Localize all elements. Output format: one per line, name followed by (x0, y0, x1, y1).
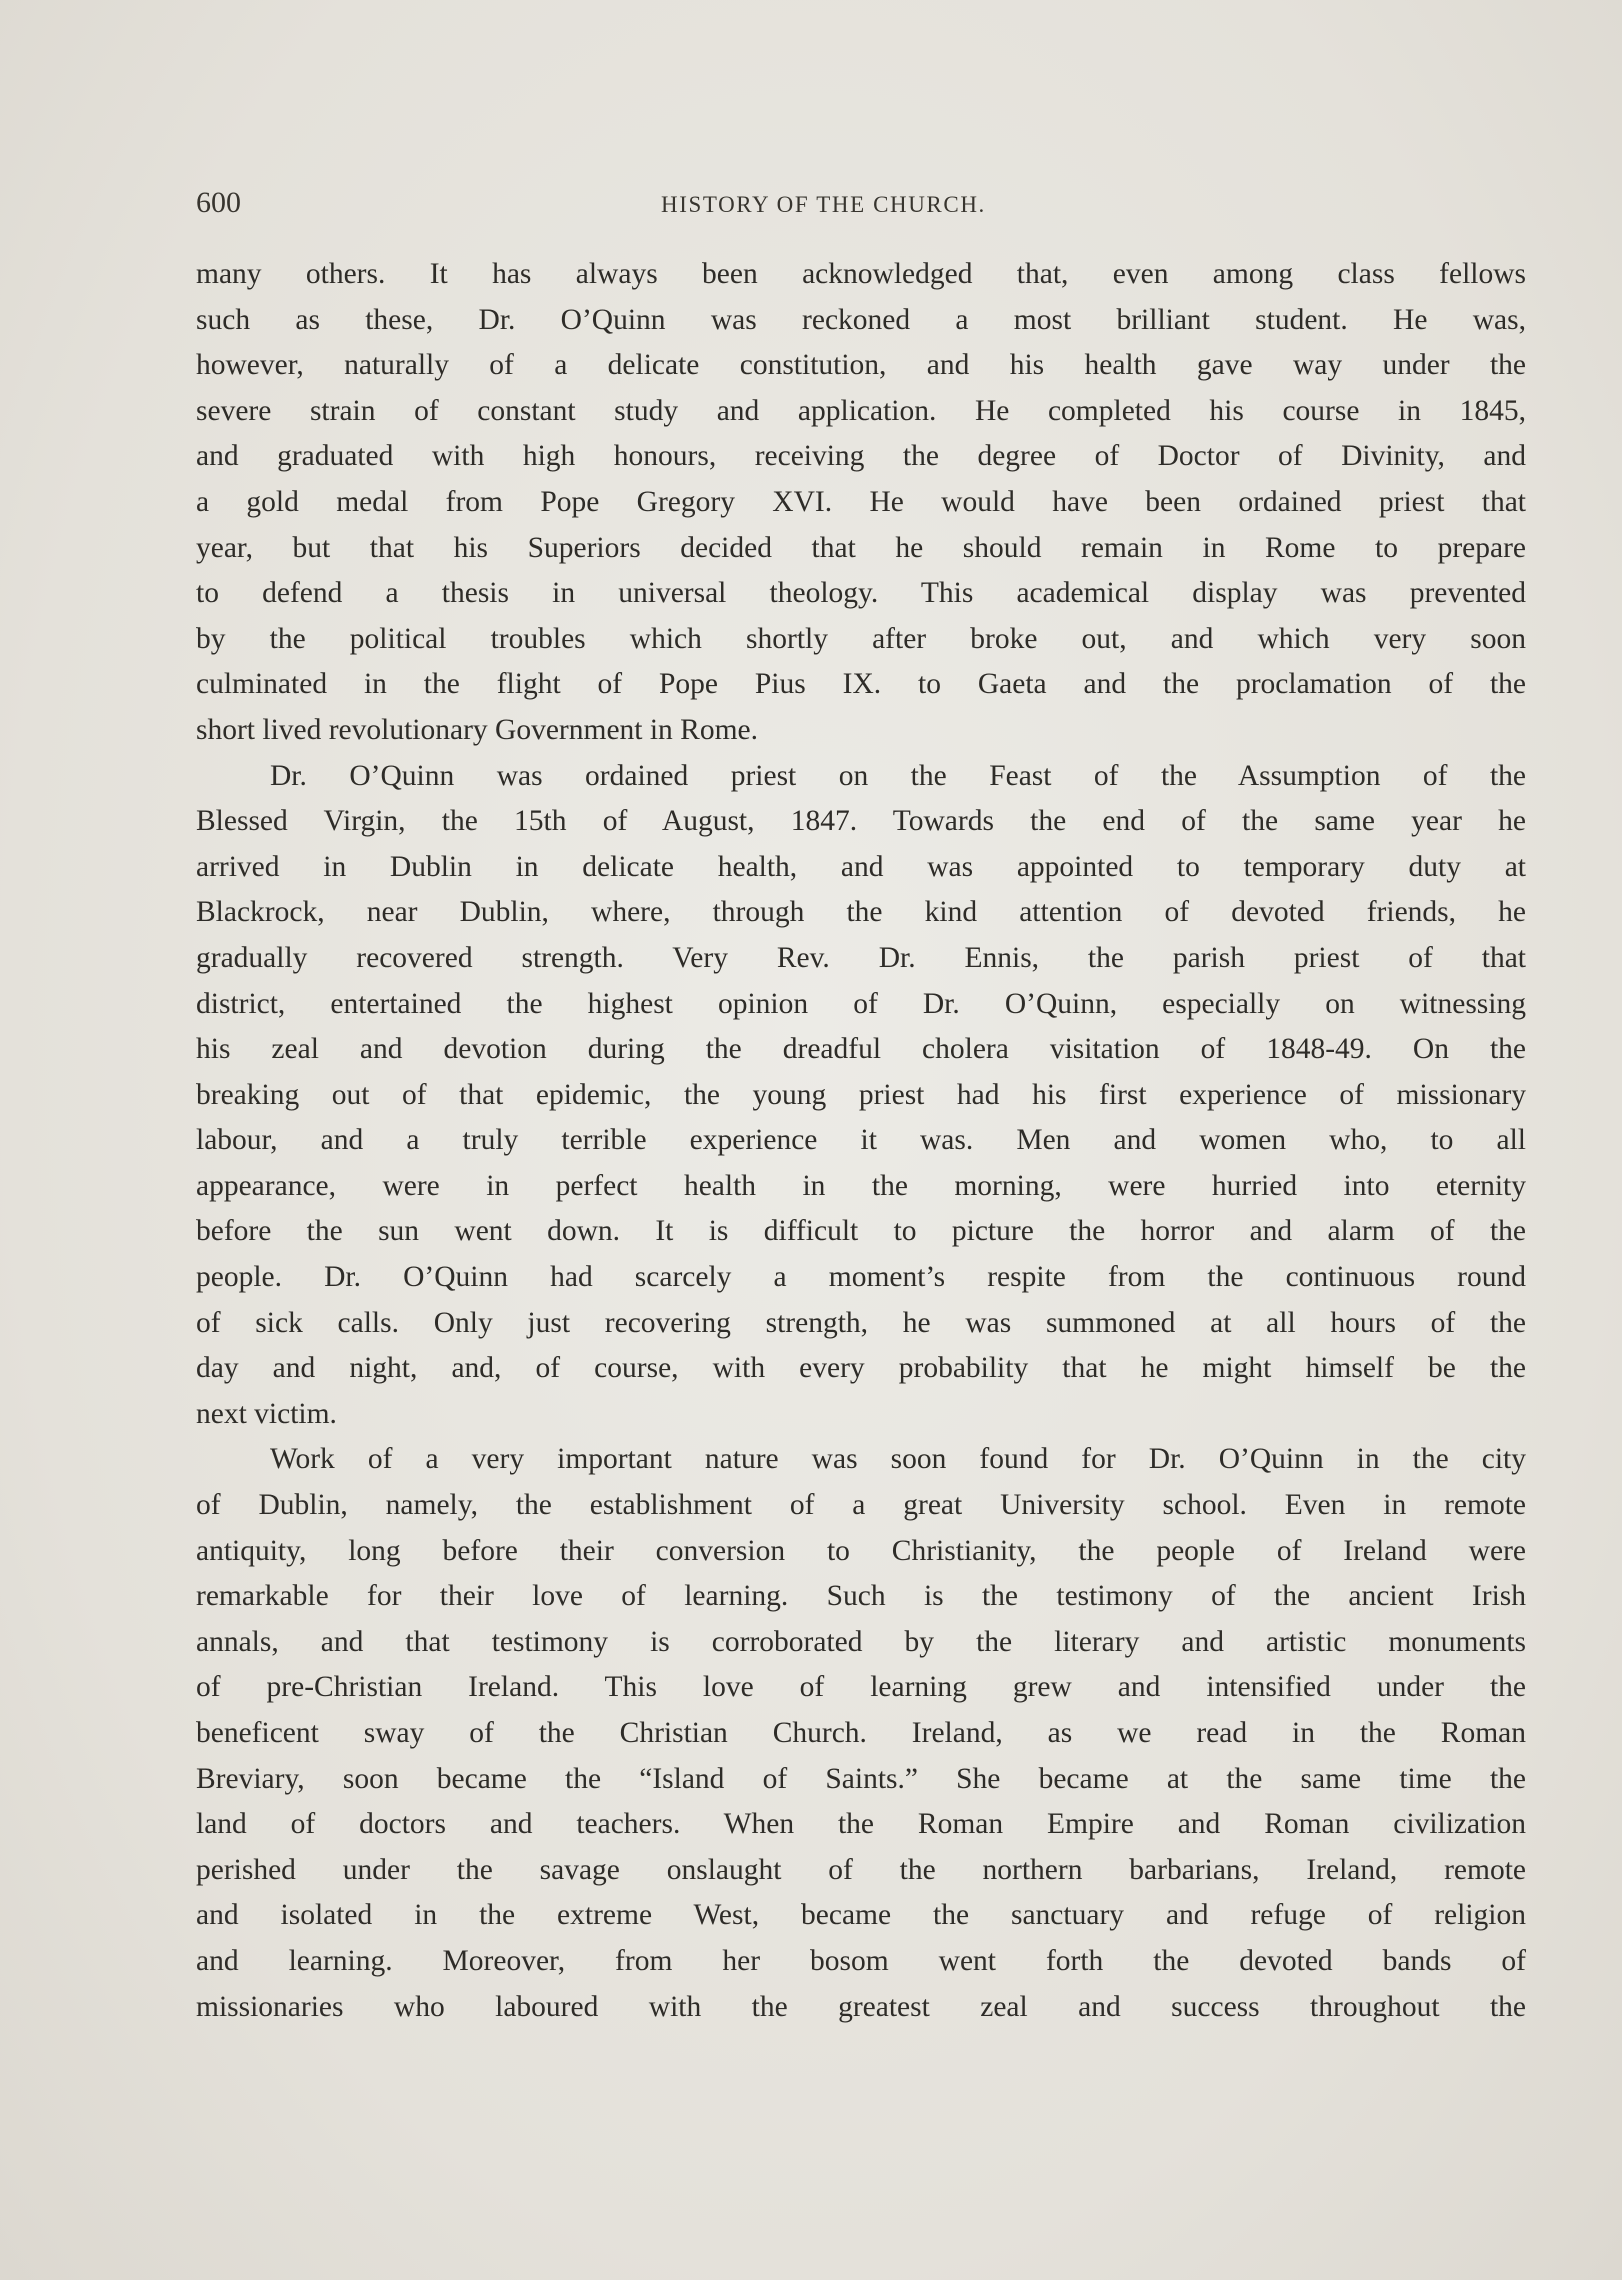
text-line: and learning. Moreover, from her bosom went forth the devoted bands of (196, 1944, 1526, 1977)
text-line: Dr. O’Quinn was ordained priest on the Feast of the Assumption of the (270, 759, 1526, 792)
text-line: Blessed Virgin, the 15th of August, 1847. Towards the end of the same year he (196, 805, 1526, 838)
text-line: of Dublin, namely, the establishment of a great University school. Even in remote (196, 1489, 1526, 1522)
text-line: day and night, and, of course, with every probability that he might himself be the (196, 1352, 1526, 1385)
text-line: Blackrock, near Dublin, where, through the kind attention of devoted friends, he (196, 896, 1526, 929)
text-line: people. Dr. O’Quinn had scarcely a moment’s respite from the continuous round (196, 1261, 1526, 1294)
text-line: and isolated in the extreme West, became the sanctuary and refuge of religion (196, 1899, 1526, 1932)
text-line: however, naturally of a delicate constitution, and his health gave way under the (196, 349, 1526, 382)
text-line: his zeal and devotion during the dreadful cholera visitation of 1848-49. On the (196, 1033, 1526, 1066)
text-line: district, entertained the highest opinion of Dr. O’Quinn, especially on witnessing (196, 987, 1526, 1020)
text-line: remarkable for their love of learning. Such is the testimony of the ancient Irish (196, 1580, 1526, 1613)
text-line: next victim. (196, 1397, 337, 1430)
text-line: breaking out of that epidemic, the young priest had his first experience of missionary (196, 1078, 1526, 1111)
text-line: Work of a very important nature was soon found for Dr. O’Quinn in the city (270, 1443, 1526, 1476)
body-text (196, 252, 1526, 2030)
text-line: labour, and a truly terrible experience it was. Men and women who, to all (196, 1124, 1526, 1157)
page-number: 600 (196, 186, 241, 219)
text-line: culminated in the flight of Pope Pius IX. to Gaeta and the proclamation of the (196, 668, 1526, 701)
text-line: many others. It has always been acknowledged that, even among class fellows (196, 258, 1526, 290)
text-line: and graduated with high honours, receiving the degree of Doctor of Divinity, and (196, 440, 1526, 473)
text-line: Breviary, soon became the “Island of Saints.” She became at the same time the (196, 1762, 1526, 1795)
text-line: such as these, Dr. O’Quinn was reckoned a most brilliant student. He was, (196, 303, 1526, 336)
running-head (196, 180, 1526, 226)
paragraph (196, 1437, 1526, 2030)
text-line: by the political troubles which shortly after broke out, and which very soon (196, 622, 1526, 655)
text-line: perished under the savage onslaught of the northern barbarians, Ireland, remote (196, 1853, 1526, 1886)
text-line: of sick calls. Only just recovering strength, he was summoned at all hours of the (196, 1306, 1526, 1339)
text-line: missionaries who laboured with the greatest zeal and success throughout the (196, 1990, 1526, 2023)
text-line: appearance, were in perfect health in the morning, were hurried into eternity (196, 1169, 1526, 1202)
text-line: to defend a thesis in universal theology. This academical display was prevented (196, 577, 1526, 610)
text-line: short lived revolutionary Government in Rome. (196, 713, 759, 746)
text-line: gradually recovered strength. Very Rev. Dr. Ennis, the parish priest of that (196, 941, 1526, 974)
text-line: year, but that his Superiors decided that he should remain in Rome to prepare (196, 531, 1526, 564)
text-line: annals, and that testimony is corroborated by the literary and artistic monuments (196, 1625, 1526, 1658)
paragraph (196, 754, 1526, 1438)
text-line: land of doctors and teachers. When the Roman Empire and Roman civilization (196, 1808, 1526, 1841)
text-line: of pre-Christian Ireland. This love of learning grew and intensified under the (196, 1671, 1526, 1704)
text-line: before the sun went down. It is difficult to picture the horror and alarm of the (196, 1215, 1526, 1248)
text-line: beneficent sway of the Christian Church. Ireland, as we read in the Roman (196, 1717, 1526, 1749)
text-line: antiquity, long before their conversion to Christianity, the people of Ireland were (196, 1534, 1526, 1567)
text-line: severe strain of constant study and application. He completed his course in 1845, (196, 394, 1526, 427)
running-title: HISTORY OF THE CHURCH. (661, 192, 986, 217)
text-line: a gold medal from Pope Gregory XVI. He would have been ordained priest that (196, 485, 1526, 518)
paragraph (196, 252, 1526, 754)
text-line: arrived in Dublin in delicate health, and was appointed to temporary duty at (196, 850, 1526, 883)
